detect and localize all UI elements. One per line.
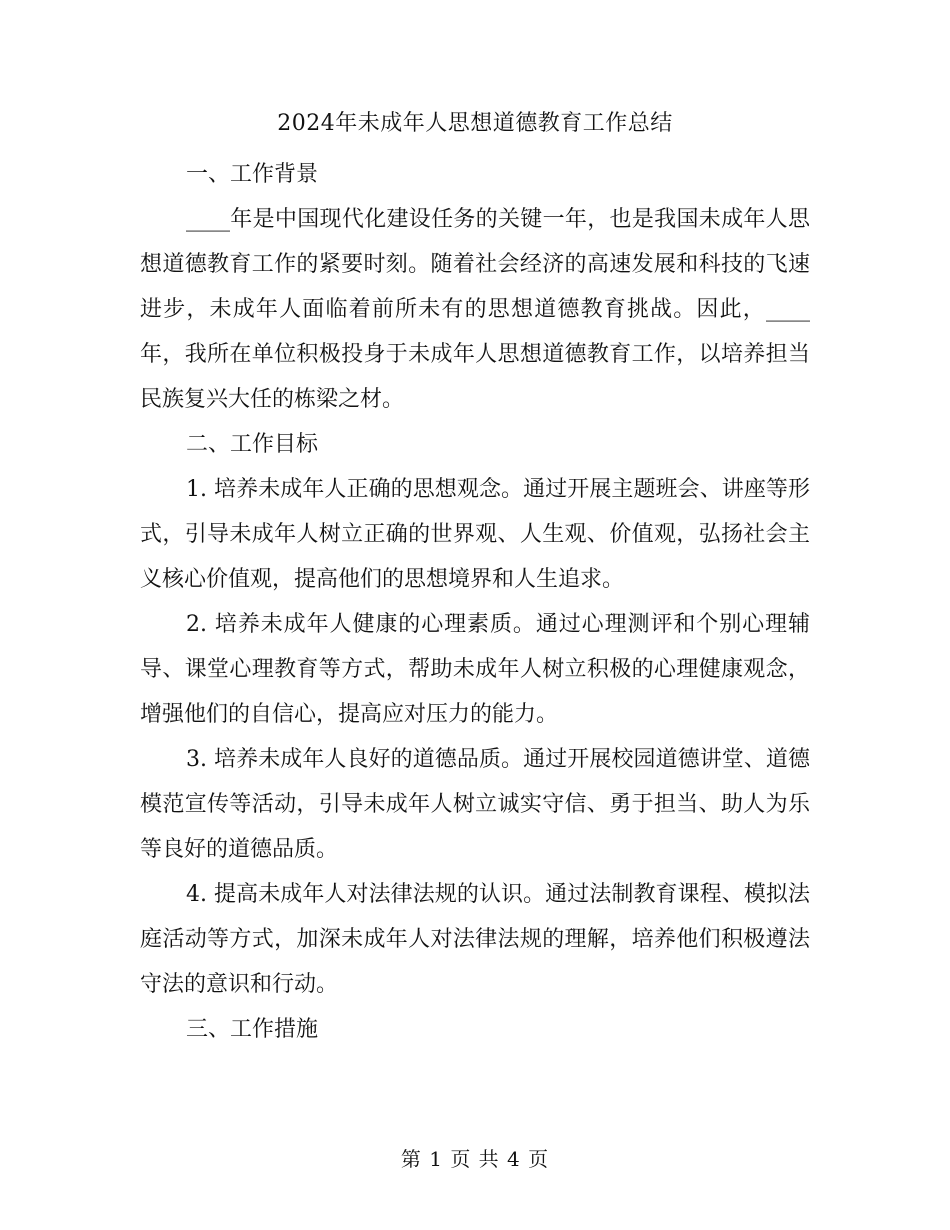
section-heading-measures: 三、工作措施: [186, 1017, 319, 1042]
goal-item-3: 3. 培养未成年人良好的道德品质。通过开展校园道德讲堂、道德模范宣传等活动，引导未成年人树立诚实守信、勇于担当、助人为乐等良好的道德品质。: [140, 747, 810, 862]
paragraph-background: ____年是中国现代化建设任务的关键一年，也是我国未成年人思想道德教育工作的紧要时刻。随着社会经济的高速发展和科技的飞速进步，未成年人面临着前所未有的思想道德教育挑战。因此，____年，我所在单位积极投身于未成年人思想道德教育工作，以培养担当民族复兴大任的栋梁之材。: [140, 207, 810, 412]
document-title: 2024年未成年人思想道德教育工作总结: [277, 111, 673, 136]
section-heading-goals: 二、工作目标: [186, 432, 319, 457]
section-heading-background: 一、工作背景: [186, 162, 319, 187]
section-background: [140, 152, 810, 422]
goal-item-1: 1. 培养未成年人正确的思想观念。通过开展主题班会、讲座等形式，引导未成年人树立正确的世界观、人生观、价值观，弘扬社会主义核心价值观，提高他们的思想境界和人生追求。: [140, 477, 810, 592]
page-footer: 第 1 页 共 4 页: [400, 1147, 550, 1171]
section-measures: [140, 1007, 810, 1052]
section-goals: [140, 422, 810, 1007]
document-body: [140, 152, 810, 1052]
goal-item-2: 2. 培养未成年人健康的心理素质。通过心理测评和个别心理辅导、课堂心理教育等方式，帮助未成年人树立积极的心理健康观念，增强他们的自信心，提高应对压力的能力。: [140, 612, 810, 727]
goal-item-4: 4. 提高未成年人对法律法规的认识。通过法制教育课程、模拟法庭活动等方式，加深未成年人对法律法规的理解，培养他们积极遵法守法的意识和行动。: [140, 882, 810, 997]
